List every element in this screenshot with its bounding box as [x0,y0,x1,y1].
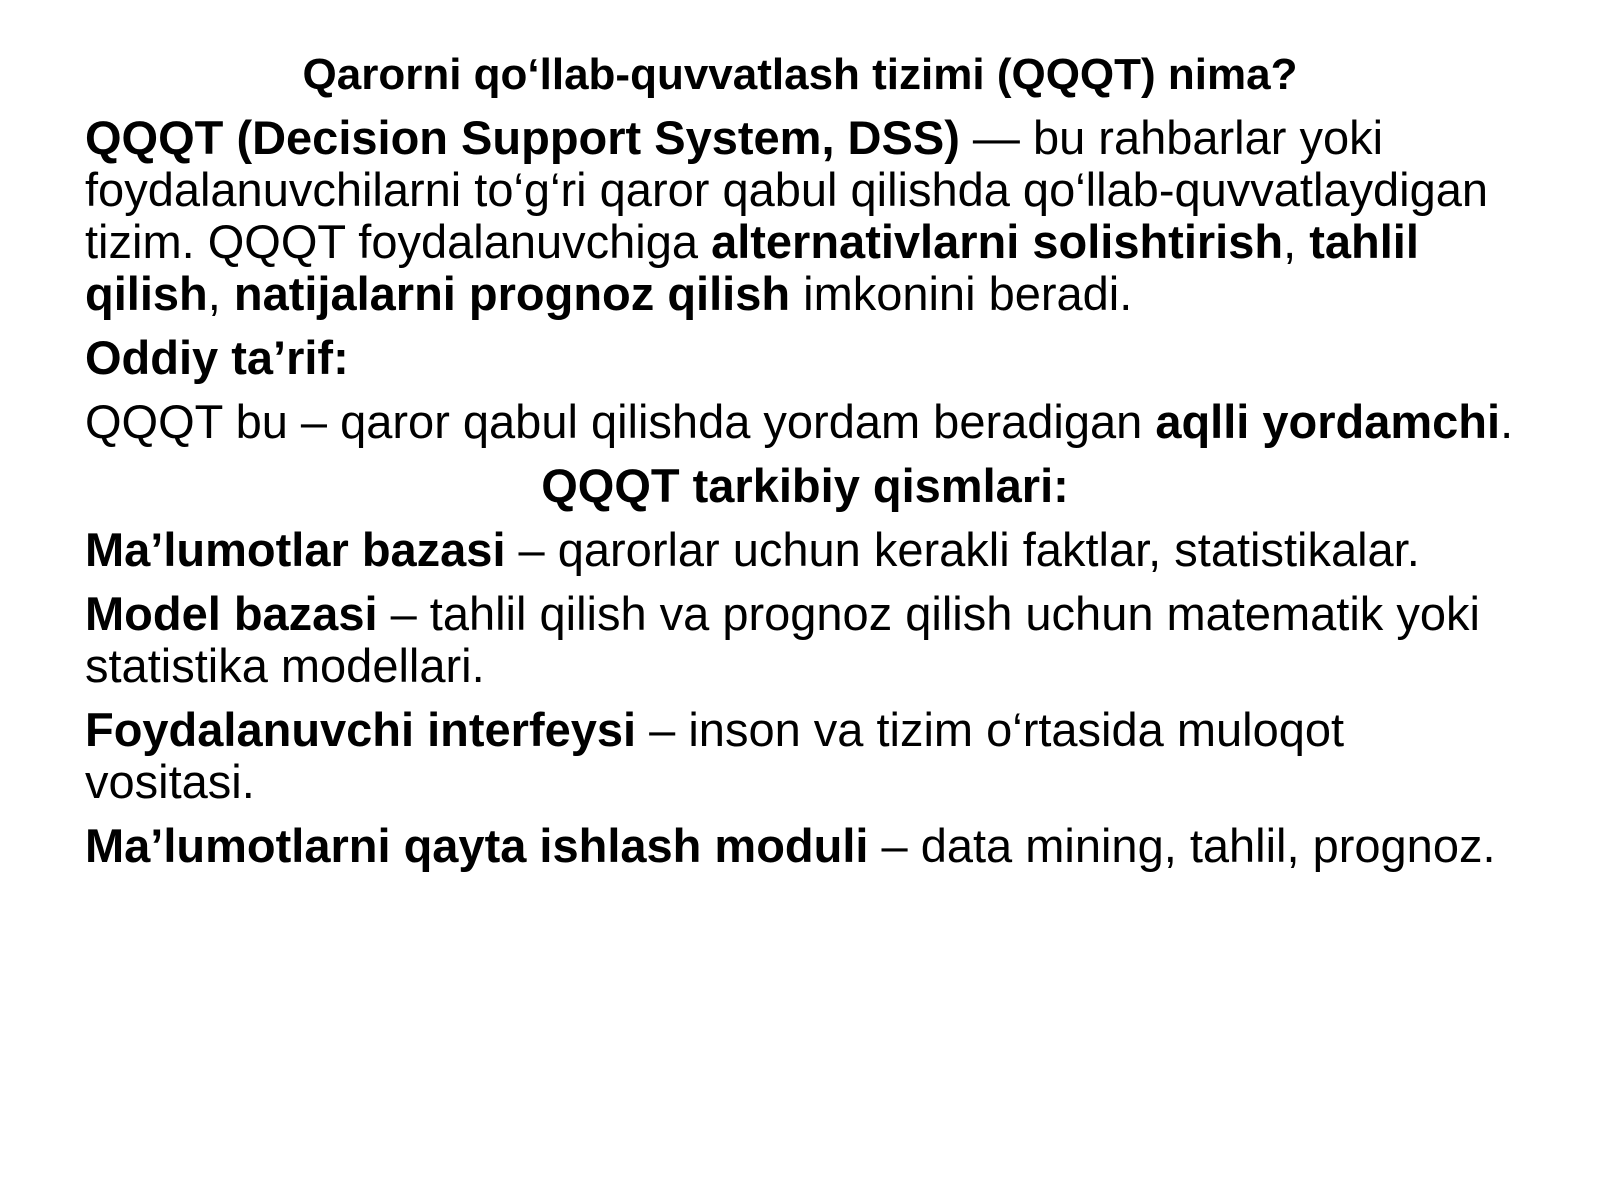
intro-bold-1: alternativlarni solishtirish [711,215,1284,268]
component-term: Model bazasi [85,587,378,640]
component-desc: – tahlil qilish va prognoz qilish uchun matematik yoki statistika modellari. [85,587,1480,692]
slide-title: Qarorni qo‘llab-quvvatlash tizimi (QQQT) nima? [302,50,1298,99]
definition-heading: Oddiy ta’rif: [85,331,349,384]
definition-bold: aqlli yordamchi [1155,395,1501,448]
intro-text-1: — bu rahbarlar yoki foydalanuvchilarni to‘g‘ri qaror qabul qilishda qo‘llab-quvvatlaydigan tizim. QQQT foydalanuvchiga [85,111,1489,268]
intro-sep-2: , [207,267,234,320]
component-desc: – qarorlar uchun kerakli faktlar, statistikalar. [505,523,1420,576]
component-term: Ma’lumotlarni qayta ishlash moduli [85,819,869,872]
intro-term: QQQT (Decision Support System, DSS) [85,111,960,164]
component-item [85,588,1525,692]
intro-bold-3: natijalarni prognoz qilish [233,267,791,320]
component-desc: – data mining, tahlil, prognoz. [868,819,1496,872]
component-item [85,704,1525,808]
intro-sep-1: , [1283,215,1310,268]
intro-bold-2: tahlil qilish [85,215,1419,320]
definition-end: . [1500,395,1514,448]
component-item [85,524,1525,576]
slide-content [85,112,1525,884]
intro-paragraph [85,112,1525,320]
component-term: Ma’lumotlar bazasi [85,523,506,576]
component-item [85,820,1525,872]
component-term: Foydalanuvchi interfeysi [85,703,637,756]
definition-paragraph [85,396,1525,448]
intro-text-2: imkonini beradi. [790,267,1133,320]
components-heading: QQQT tarkibiy qismlari: [541,459,1069,512]
component-desc: – inson va tizim o‘rtasida muloqot vositasi. [85,703,1345,808]
definition-text: QQQT bu – qaror qabul qilishda yordam beradigan [85,395,1156,448]
